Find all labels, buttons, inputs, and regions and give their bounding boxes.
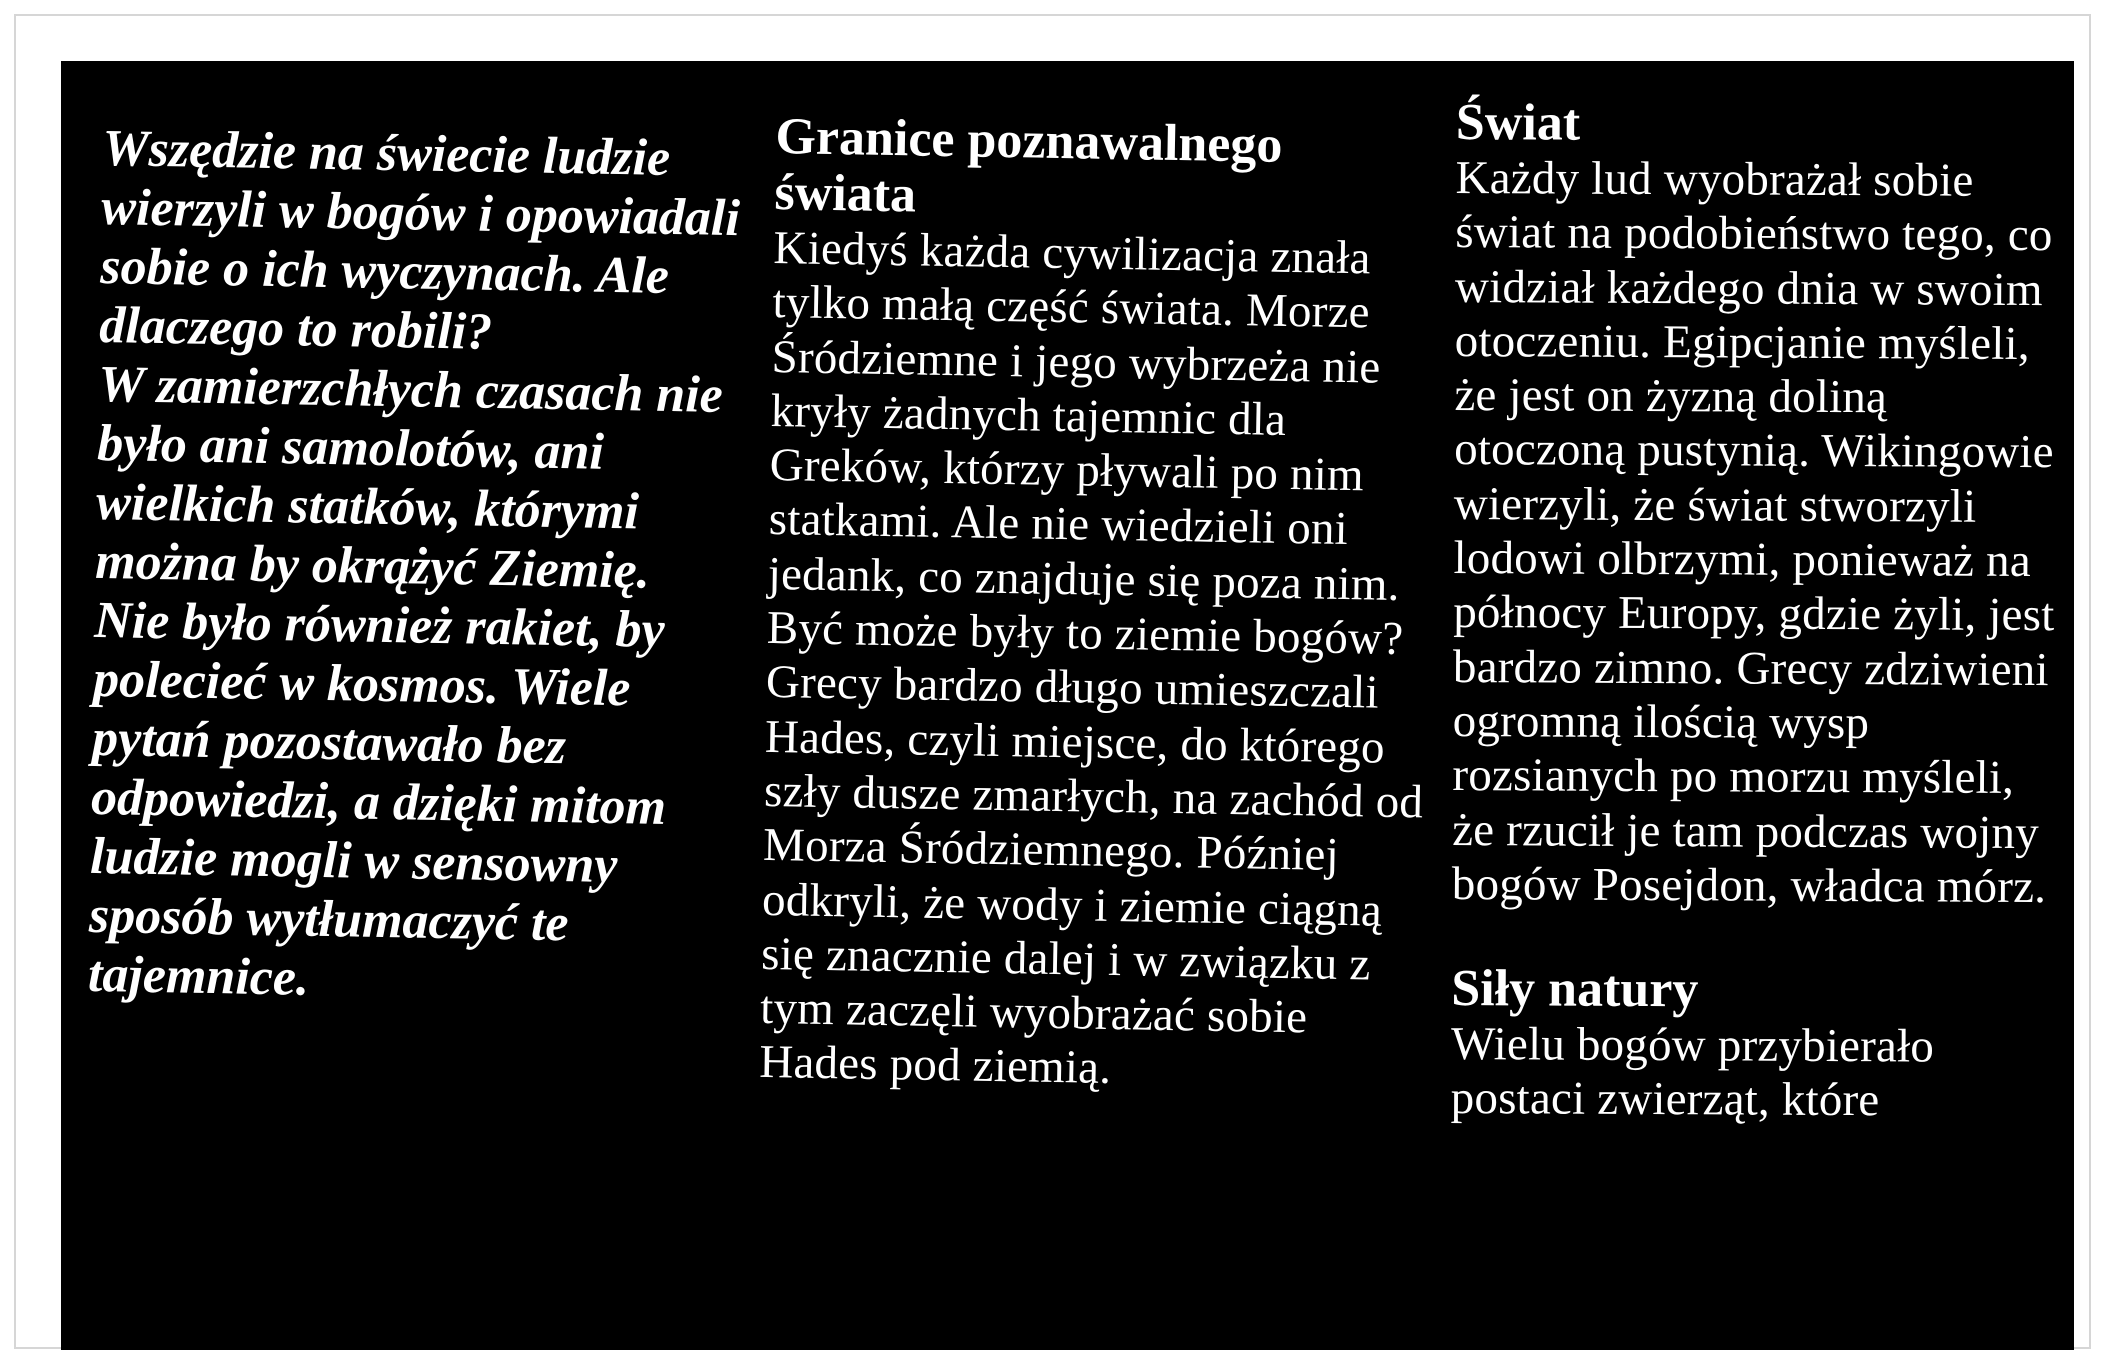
black-text-panel (61, 61, 2074, 1350)
granice-column (759, 109, 1436, 1101)
swiat-heading: Świat (1455, 94, 1581, 152)
section-spacer (1451, 911, 2061, 964)
swiat-body: Każdy lud wyobrażał sobie świat na podobieństwo tego, co widział każdego dnia w swoim otoczeniu. Egipcjanie myśleli, że jest on żyzną doliną otoczoną pustynią. Wikingowie wierzyli, że świat stworzyli lodowi olbrzymi, ponieważ na północy Europy, gdzie żyli, jest bardzo zimno. Grecy zdziwieni ogromną ilością wysp rozsianych po morzu myśleli, że rzucił je tam podczas wojny bogów Posejdon, władca mórz. (1451, 151, 2055, 913)
right-column (1451, 95, 2066, 1129)
intro-paragraph-2: W zamierzchłych czasach nie było ani samolotów, ani wielkich statków, którymi można by okrążyć Ziemię. Nie było również rakiet, by polecieć w kosmos. Wiele pytań pozostawało bez odpowiedzi, a dzięki mitom ludzie mogli w sensowny sposób wytłumaczyć te tajemnice. (87, 355, 724, 1007)
intro-paragraph-1: Wszędzie na świecie ludzie wierzyli w bogów i opowiadali sobie o ich wyczynach. Ale dlaczego to robili? (98, 119, 741, 361)
intro-column (88, 119, 743, 1015)
sily-body: Wielu bogów przybierało postaci zwierząt, które (1450, 1018, 1935, 1127)
page-frame (14, 14, 2091, 1349)
granice-body: Kiedyś każda cywilizacja znała tylko małą część świata. Morze Śródziemne i jego wybrzeża nie kryły żadnych tajemnic dla Greków, którzy pływali po nim statkami. Ale nie wiedzieli oni jedank, co znajduje się poza nim. Być może były to ziemie bogów? Grecy bardzo długo umieszczali Hades, czyli miejsce, do którego szły dusze zmarłych, na zachód od Morza Śródziemnego. Później odkryli, że wody i ziemie ciągną się znacznie dalej i w związku z tym zaczęli wyobrażać sobie Hades pod ziemią. (758, 221, 1424, 1095)
granice-heading: Granice poznawalnego świata (774, 108, 1283, 224)
sily-heading: Siły natury (1451, 960, 1699, 1019)
